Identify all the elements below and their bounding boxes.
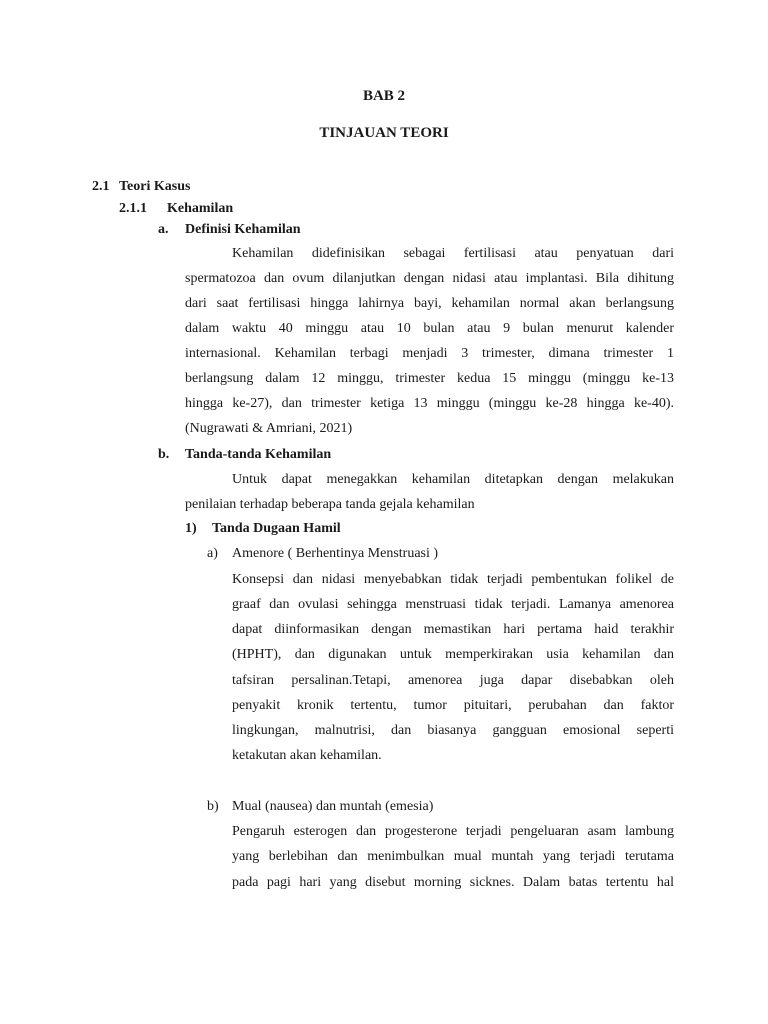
subsection-title: Kehamilan (167, 201, 234, 216)
point-b-title: Mual (nausea) dan muntah (emesia) (232, 799, 434, 814)
section-number: 2.1 (92, 179, 110, 194)
paragraph-line: dapat diinformasikan dengan memastikan hari pertama haid terakhir (232, 622, 674, 637)
paragraph-line: dari saat fertilisasi hingga lahirnya bayi, kehamilan normal akan berlangsung (185, 296, 674, 311)
paragraph-line: internasional. Kehamilan terbagi menjadi 3 trimester, dimana trimester 1 (185, 346, 674, 361)
item-a-title: Definisi Kehamilan (185, 222, 301, 237)
paragraph-line: dalam waktu 40 minggu atau 10 bulan atau 9 bulan menurut kalender (185, 321, 674, 336)
point-a-marker: a) (207, 546, 218, 561)
paragraph-line: berlangsung dalam 12 minggu, trimester kedua 15 minggu (minggu ke-13 (185, 371, 674, 386)
paragraph-line: tafsiran persalinan.Tetapi, amenorea juga dapar disebabkan oleh (232, 673, 674, 688)
point-b-marker: b) (207, 799, 219, 814)
paragraph-line: ketakutan akan kehamilan. (232, 748, 382, 763)
paragraph-line: spermatozoa dan ovum dilanjutkan dengan nidasi atau implantasi. Bila dihitung (185, 271, 674, 286)
paragraph-line: pada pagi hari yang disebut morning sicknes. Dalam batas tertentu hal (232, 875, 674, 890)
chapter-number: BAB 2 (362, 88, 406, 104)
subitem-1-title: Tanda Dugaan Hamil (212, 521, 341, 536)
paragraph-line: Untuk dapat menegakkan kehamilan ditetapkan dengan melakukan (232, 472, 674, 487)
paragraph-line: lingkungan, malnutrisi, dan biasanya gangguan emosional seperti (232, 723, 674, 738)
paragraph-line: Pengaruh esterogen dan progesterone terjadi pengeluaran asam lambung (232, 824, 674, 839)
item-a-marker: a. (158, 222, 169, 237)
paragraph-line: Kehamilan didefinisikan sebagai fertilisasi atau penyatuan dari (232, 246, 674, 261)
paragraph-line: graaf dan ovulasi sehingga menstruasi tidak terjadi. Lamanya amenorea (232, 597, 674, 612)
point-a-title: Amenore ( Berhentinya Menstruasi ) (232, 546, 439, 561)
paragraph-line: yang berlebihan dan menimbulkan mual muntah yang terjadi terutama (232, 849, 674, 864)
item-b-title: Tanda-tanda Kehamilan (185, 447, 332, 462)
paragraph-line: hingga ke-27), dan trimester ketiga 13 minggu (minggu ke-28 hingga ke-40). (185, 396, 674, 411)
paragraph-line: penilaian terhadap beberapa tanda gejala kehamilan (185, 497, 475, 512)
subsection-number: 2.1.1 (119, 201, 147, 216)
subitem-1-marker: 1) (185, 521, 197, 536)
paragraph-line: (HPHT), dan digunakan untuk memperkirakan usia kehamilan dan (232, 647, 674, 662)
paragraph-line: penyakit kronik tertentu, tumor pituitari, perubahan dan faktor (232, 698, 674, 713)
chapter-title: TINJAUAN TEORI (319, 125, 449, 141)
paragraph-line: Konsepsi dan nidasi menyebabkan tidak terjadi pembentukan folikel de (232, 572, 674, 587)
paragraph-line: (Nugrawati & Amriani, 2021) (185, 421, 353, 436)
item-b-marker: b. (158, 447, 170, 462)
section-title: Teori Kasus (119, 179, 191, 194)
